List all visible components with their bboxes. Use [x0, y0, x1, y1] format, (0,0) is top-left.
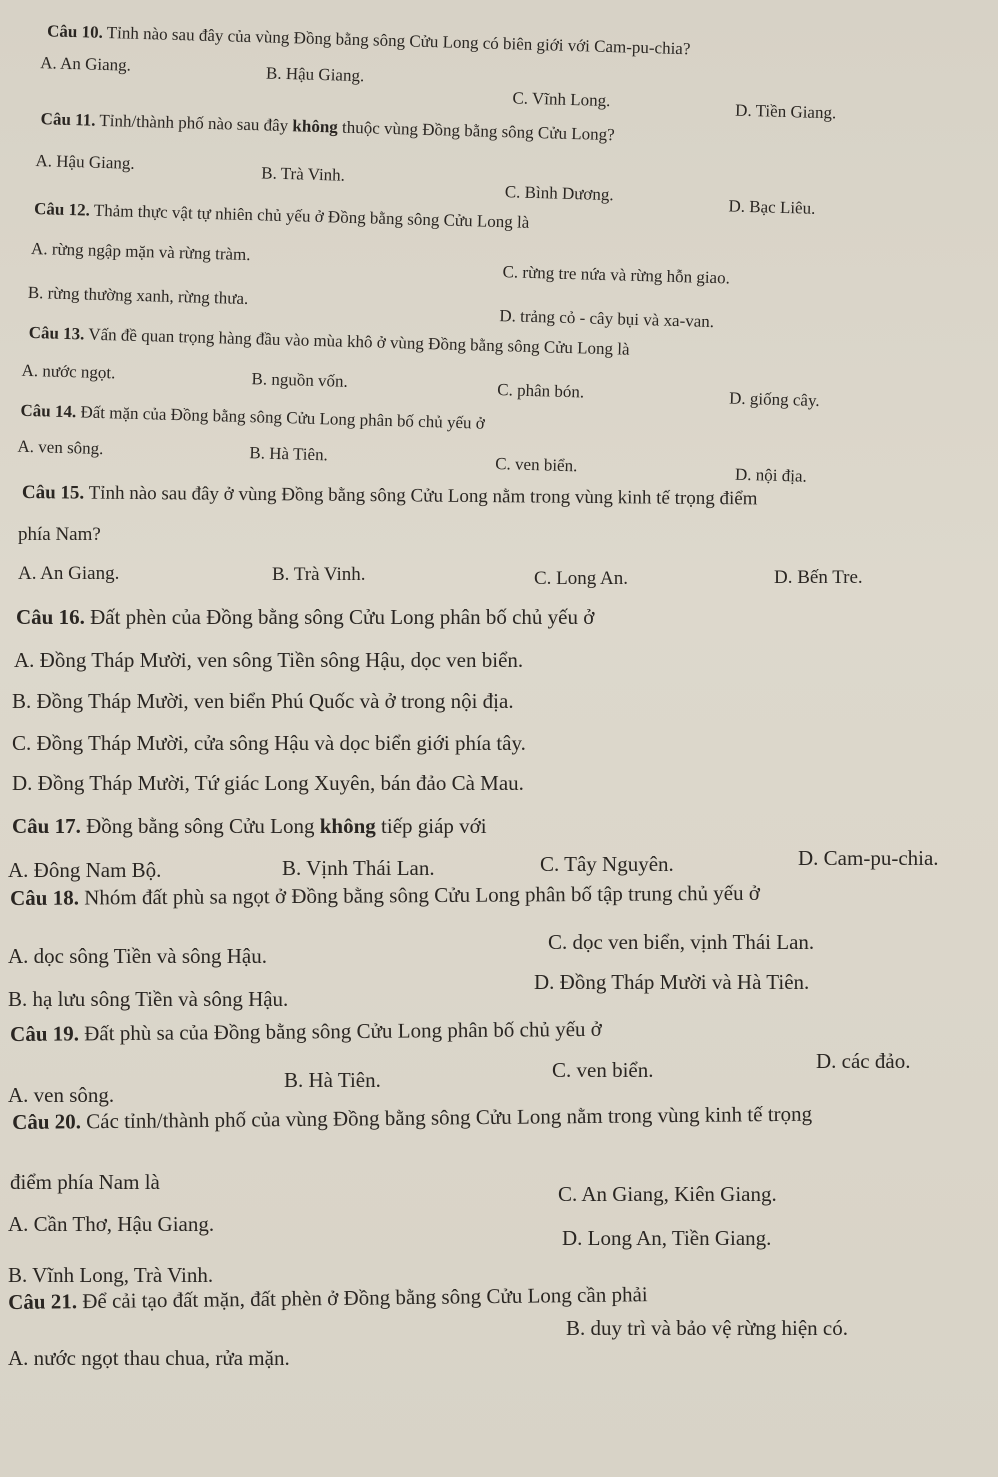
option-d[interactable]: D. Bạc Liêu.	[728, 196, 816, 218]
option-b[interactable]: B. Hà Tiên.	[249, 443, 329, 465]
question-17	[12, 814, 978, 839]
question-text: Vấn đề quan trọng hàng đầu vào mùa khô ở vùng Đồng bằng sông Cửu Long là	[88, 324, 630, 359]
option-d[interactable]: D. nội địa.	[734, 464, 808, 486]
question-text: Đất phèn của Đồng bằng sông Cửu Long phân bố chủ yếu ở	[90, 605, 595, 629]
question-label: Câu 12.	[33, 199, 91, 220]
question-text-emphasis: không	[319, 814, 376, 838]
option-b[interactable]: B. rừng thường xanh, rừng thưa.	[27, 282, 249, 309]
option-a[interactable]: A. ven sông.	[17, 436, 104, 459]
option-a[interactable]: A. nước ngọt thau chua, rửa mặn.	[8, 1346, 290, 1370]
question-label: Câu 19.	[10, 1021, 80, 1046]
question-text: Tỉnh nào sau đây của vùng Đồng bằng sông Cửu Long có biên giới với Cam-pu-chia?	[106, 22, 691, 59]
question-16	[16, 605, 978, 630]
question-text: Các tỉnh/thành phố của vùng Đồng bằng sông Cửu Long nằm trong vùng kinh tế trọng	[86, 1101, 813, 1134]
question-19	[10, 1014, 978, 1048]
option-d[interactable]: D. Đồng Tháp Mười, Tứ giác Long Xuyên, bán đảo Cà Mau.	[12, 771, 524, 795]
option-c[interactable]: C. Bình Dương.	[504, 182, 614, 205]
question-13	[28, 323, 968, 370]
option-a[interactable]: A. rừng ngập mặn và rừng tràm.	[30, 238, 251, 265]
question-label: Câu 17.	[12, 814, 81, 838]
question-14	[20, 401, 966, 448]
option-a[interactable]: A. ven sông.	[8, 1083, 115, 1107]
option-c[interactable]: C. Long An.	[534, 568, 628, 589]
option-a[interactable]: A. Đồng Tháp Mười, ven sông Tiền sông Hậu, dọc ven biển.	[14, 648, 524, 672]
option-d[interactable]: D. Đồng Tháp Mười và Hà Tiên.	[534, 970, 810, 994]
option-c[interactable]: C. ven biển.	[552, 1058, 654, 1082]
question-text: Thảm thực vật tự nhiên chủ yếu ở Đồng bằng sông Cửu Long là	[93, 200, 530, 232]
top-question-block	[0, 0, 998, 498]
option-d[interactable]: D. các đảo.	[816, 1049, 911, 1073]
question-label: Câu 13.	[28, 322, 85, 344]
option-c[interactable]: C. ven biển.	[494, 454, 578, 476]
option-c[interactable]: C. rừng tre nứa và rừng hỗn giao.	[502, 262, 731, 288]
question-label: Câu 14.	[20, 400, 77, 422]
question-20-continued: điểm phía Nam là	[10, 1170, 160, 1194]
option-a[interactable]: A. Hậu Giang.	[35, 151, 135, 173]
question-label: Câu 18.	[10, 885, 80, 910]
option-b[interactable]: B. Trà Vinh.	[261, 163, 346, 185]
option-a[interactable]: A. An Giang.	[40, 53, 132, 75]
question-10	[47, 21, 977, 67]
option-a[interactable]: A. Đông Nam Bộ.	[8, 858, 162, 882]
option-b[interactable]: B. duy trì và bảo vệ rừng hiện có.	[566, 1316, 848, 1340]
option-b[interactable]: B. Hậu Giang.	[265, 63, 365, 86]
question-18	[10, 879, 978, 911]
option-c[interactable]: C. Tây Nguyên.	[540, 852, 674, 876]
question-15-continued: phía Nam?	[18, 524, 101, 545]
option-b[interactable]: B. Trà Vinh.	[272, 564, 366, 585]
option-b[interactable]: B. Vịnh Thái Lan.	[282, 856, 435, 880]
option-d[interactable]: D. Tiền Giang.	[734, 100, 837, 123]
option-b[interactable]: B. Hà Tiên.	[284, 1068, 381, 1092]
option-c[interactable]: C. Đồng Tháp Mười, cửa sông Hậu và dọc biển giới phía tây.	[12, 731, 526, 755]
option-d[interactable]: D. giống cây.	[728, 388, 820, 411]
option-a[interactable]: A. An Giang.	[18, 563, 120, 584]
option-c[interactable]: C. An Giang, Kiên Giang.	[558, 1182, 777, 1206]
question-text: Tỉnh nào sau đây ở vùng Đồng bằng sông Cửu Long nằm trong vùng kinh tế trọng điểm	[88, 482, 758, 510]
question-label: Câu 10.	[46, 21, 104, 42]
option-a[interactable]: A. dọc sông Tiền và sông Hậu.	[8, 944, 268, 968]
option-c[interactable]: C. Vĩnh Long.	[512, 88, 611, 111]
question-text-b: tiếp giáp với	[375, 814, 487, 838]
question-20	[12, 1100, 978, 1135]
option-a[interactable]: A. Cần Thơ, Hậu Giang.	[8, 1212, 215, 1236]
question-label: Câu 15.	[21, 482, 85, 504]
option-c[interactable]: C. dọc ven biển, vịnh Thái Lan.	[548, 930, 815, 954]
question-text: Để cải tạo đất mặn, đất phèn ở Đồng bằng sông Cửu Long cần phải	[82, 1282, 648, 1314]
option-c[interactable]: C. phân bón.	[497, 380, 585, 402]
option-d[interactable]: D. Long An, Tiền Giang.	[562, 1226, 772, 1250]
question-label: Câu 16.	[16, 605, 85, 629]
option-d[interactable]: D. Cam-pu-chia.	[798, 846, 939, 870]
question-text: Đất mặn của Đồng bằng sông Cửu Long phân bố chủ yếu ở	[80, 402, 486, 433]
question-text-b: thuộc vùng Đồng bằng sông Cửu Long?	[337, 117, 615, 145]
question-label: Câu 11.	[40, 109, 96, 130]
question-label: Câu 20.	[12, 1109, 82, 1134]
question-text: Đất phù sa của Đồng bằng sông Cửu Long phân bố chủ yếu ở	[84, 1016, 602, 1046]
option-d[interactable]: D. Bến Tre.	[774, 567, 863, 588]
question-text: Nhóm đất phù sa ngọt ở Đồng bằng sông Cửu Long phân bố tập trung chủ yếu ở	[84, 880, 761, 910]
option-b[interactable]: B. Vĩnh Long, Trà Vinh.	[8, 1263, 214, 1287]
question-text-a: Đồng bằng sông Cửu Long	[86, 814, 320, 838]
option-b[interactable]: B. nguồn vốn.	[251, 369, 349, 391]
option-d[interactable]: D. trảng cỏ - cây bụi và xa-van.	[499, 306, 715, 332]
question-text-a: Tỉnh/thành phố nào sau đây	[99, 110, 293, 136]
question-text-emphasis: không	[292, 116, 339, 137]
option-b[interactable]: B. hạ lưu sông Tiền và sông Hậu.	[8, 987, 289, 1011]
option-b[interactable]: B. Đồng Tháp Mười, ven biển Phú Quốc và ở trong nội địa.	[12, 689, 514, 713]
question-label: Câu 21.	[8, 1289, 78, 1314]
option-a[interactable]: A. nước ngọt.	[21, 360, 116, 383]
question-12	[34, 199, 972, 246]
